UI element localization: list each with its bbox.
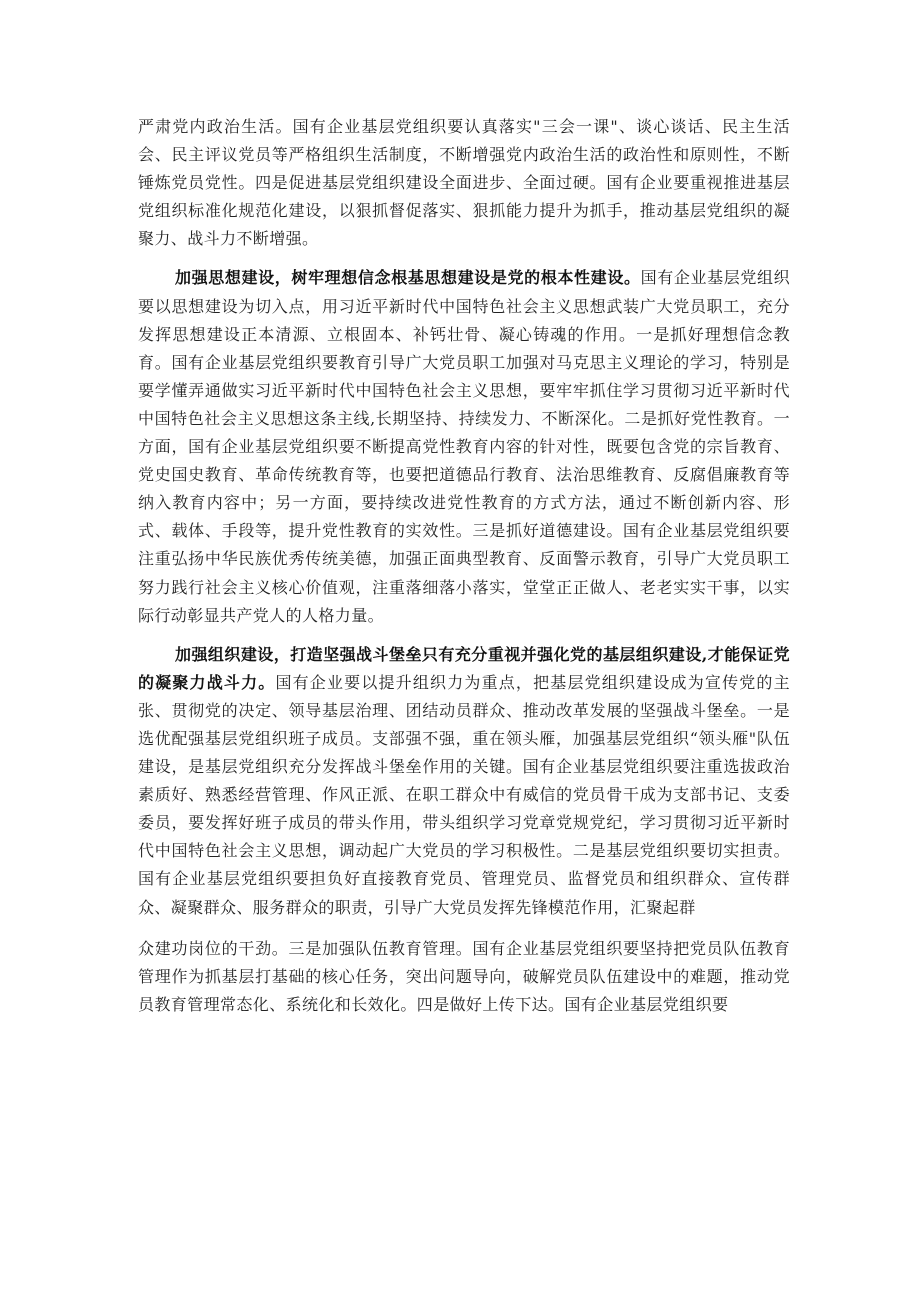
document-page (138, 113, 790, 1030)
paragraph-2-heading: 加强思想建设，树牢理想信念根基思想建设是党的根本性建设。 (175, 268, 641, 288)
paragraph-1 (138, 113, 790, 253)
paragraph-2 (138, 264, 790, 629)
paragraph-4-text: 众建功岗位的干劲。三是加强队伍教育管理。国有企业基层党组织要坚持把党员队伍教育管理作为抓基层打基础的核心任务，突出问题导向，破解党员队伍建设中的难题，推动党员教育管理常态化、系统化和长效化。四是做好上传下达。国有企业基层党组织要 (138, 938, 790, 1014)
paragraph-3 (138, 641, 790, 922)
paragraph-2-text: 国有企业基层党组织要以思想建设为切入点，用习近平新时代中国特色社会主义思想武装广大党员职工，充分发挥思想建设正本清源、立根固本、补钙壮骨、凝心铸魂的作用。一是抓好理想信念教育。国有企业基层党组织要教育引导广大党员职工加强对马克思主义理论的学习，特别是要学懂弄通做实习近平新时代中国特色社会主义思想，要牢牢抓住学习贯彻习近平新时代中国特色社会主义思想这条主线,长期坚持、持续发力、不断深化。二是抓好党性教育。一方面，国有企业基层党组织要不断提高党性教育内容的针对性，既要包含党的宗旨教育、党史国史教育、革命传统教育等，也要把道德品行教育、法治思维教育、反腐倡廉教育等纳入教育内容中；另一方面，要持续改进党性教育的方式方法，通过不断创新内容、形式、载体、手段等，提升党性教育的实效性。三是抓好道德建设。国有企业基层党组织要注重弘扬中华民族优秀传统美德，加强正面典型教育、反面警示教育，引导广大党员职工努力践行社会主义核心价值观，注重落细落小落实，堂堂正正做人、老老实实干事，以实际行动彰显共产党人的人格力量。 (138, 268, 790, 625)
paragraph-1-text: 严肃党内政治生活。国有企业基层党组织要认真落实"三会一课"、谈心谈话、民主生活会、民主评议党员等严格组织生活制度，不断增强党内政治生活的政治性和原则性，不断锤炼党员党性。四是促进基层党组织建设全面进步、全面过硬。国有企业要重视推进基层党组织标准化规范化建设，以狠抓督促落实、狠抓能力提升为抓手，推动基层党组织的凝聚力、战斗力不断增强。 (138, 117, 790, 249)
paragraph-4 (138, 935, 790, 1019)
paragraph-3-text: 国有企业要以提升组织力为重点，把基层党组织建设成为宣传党的主张、贯彻党的决定、领导基层治理、团结动员群众、推动改革发展的坚强战斗堡垒。一是选优配强基层党组织班子成员。支部强不强，重在领头雁，加强基层党组织“领头雁"队伍建设，是基层党组织充分发挥战斗堡垒作用的关键。国有企业基层党组织要注重选拔政治素质好、熟悉经营管理、作风正派、在职工群众中有威信的党员骨干成为支部书记、支委委员，要发挥好班子成员的带头作用，带头组织学习党章党规党纪，学习贯彻习近平新时代中国特色社会主义思想，调动起广大党员的学习积极性。二是基层党组织要切实担责。国有企业基层党组织要担负好直接教育党员、管理党员、监督党员和组织群众、宣传群众、凝聚群众、服务群众的职责，引导广大党员发挥先锋模范作用，汇聚起群 (138, 672, 790, 917)
paragraph-3-heading: 加强组织建设，打造坚强战斗堡垒只有充分重视并强化党的基层组织建设,才能保证党的凝聚力战斗力。 (138, 644, 790, 692)
